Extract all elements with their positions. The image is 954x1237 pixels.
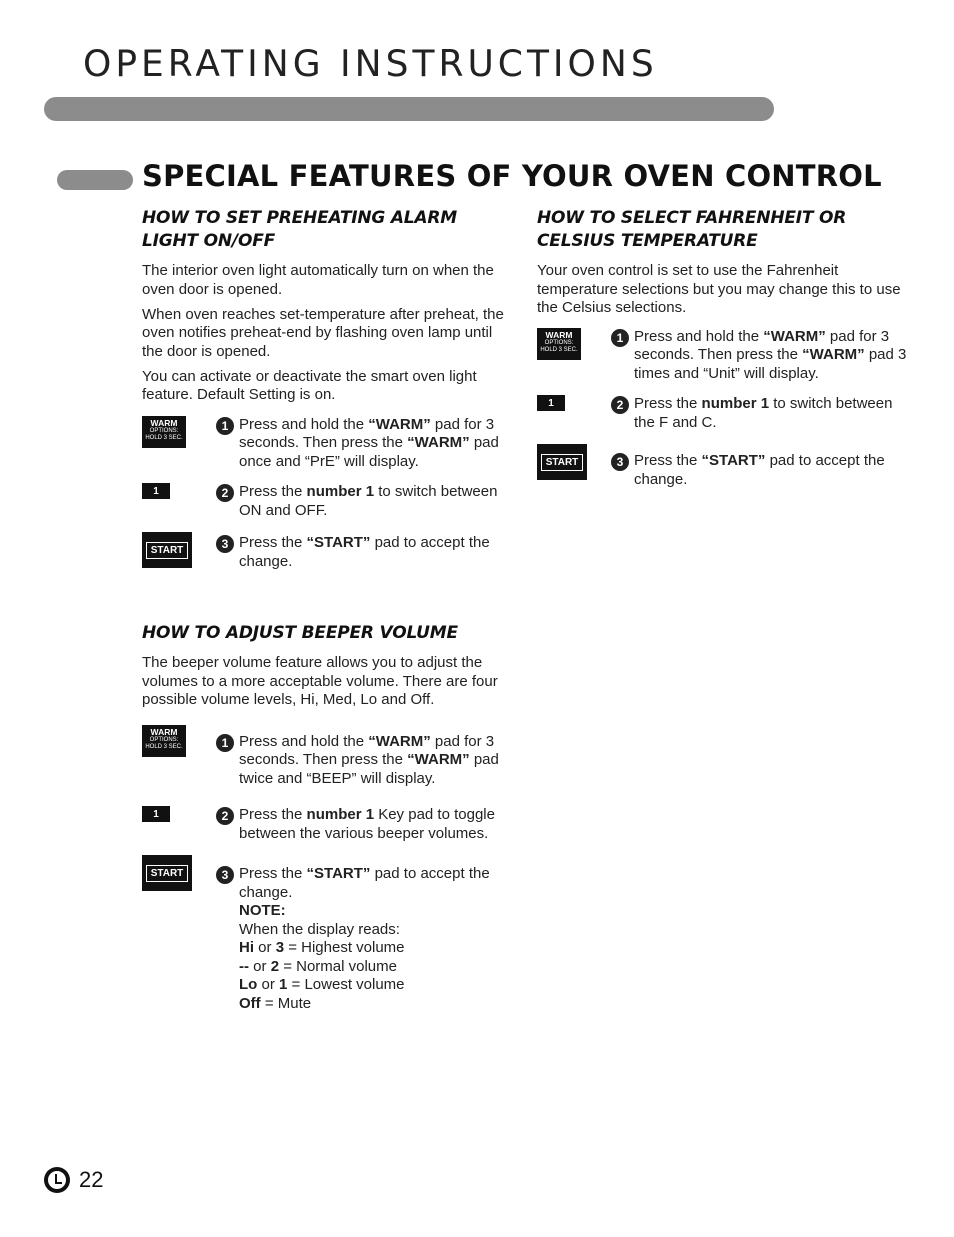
step-number: 2 — [216, 484, 234, 502]
header-title: OPERATING INSTRUCTIONS — [83, 43, 658, 86]
header-bar — [44, 97, 774, 121]
step-number: 3 — [216, 866, 234, 884]
step-text: Press the number 1 to switch between the F and C. — [634, 395, 893, 431]
step-number: 2 — [216, 807, 234, 825]
section-title: SPECIAL FEATURES OF YOUR OVEN CONTROL — [142, 159, 882, 193]
step-text: Press the “START” pad to accept the change. NOTE: When the display reads: Hi or 3 = Highest volume -- or 2 = Normal volume Lo or 1 = Lowest volume Off = Mute — [239, 865, 490, 1012]
temperature-heading: HOW TO SELECT FAHRENHEIT OR CELSIUS TEMPERATURE — [537, 208, 847, 251]
step-text: Press and hold the “WARM” pad for 3 seconds. Then press the “WARM” pad once and “PrE” will display. — [239, 415, 499, 470]
step-number: 2 — [611, 396, 629, 414]
step-text: Press the number 1 Key pad to toggle between the various beeper volumes. — [239, 806, 495, 842]
beeper-section — [142, 622, 517, 1013]
preheat-heading: HOW TO SET PREHEATING ALARM LIGHT ON/OFF — [142, 208, 457, 251]
step-text: Press the number 1 to switch between ON and OFF. — [239, 483, 498, 519]
preheat-para-3: You can activate or deactivate the smart oven light feature. Default Setting is on. — [142, 367, 477, 403]
start-key-icon: START — [142, 532, 192, 568]
beeper-heading: HOW TO ADJUST BEEPER VOLUME — [142, 623, 458, 643]
beeper-step-1 — [142, 725, 517, 789]
temperature-step-2 — [537, 395, 917, 432]
note-line-mute: Off = Mute — [239, 994, 312, 1012]
beeper-step-2 — [142, 806, 517, 843]
section-pill — [57, 170, 133, 190]
temperature-step-1 — [537, 328, 917, 384]
step-number: 1 — [216, 417, 234, 435]
note-label: NOTE: — [239, 902, 286, 919]
beeper-para: The beeper volume feature allows you to adjust the volumes to a more acceptable volume. There are four possible volume levels, Hi, Med, Lo and Off. — [142, 654, 498, 708]
start-key-icon: START — [537, 444, 587, 480]
note-intro: When the display reads: — [239, 920, 400, 938]
step-number: 3 — [216, 535, 234, 553]
note-line-normal: -- or 2 = Normal volume — [239, 957, 397, 975]
step-text: Press and hold the “WARM” pad for 3 seconds. Then press the “WARM” pad 3 times and “Unit” will display. — [634, 327, 907, 382]
number-1-key-icon: 1 — [142, 806, 170, 822]
beeper-step-3 — [142, 855, 517, 1013]
start-key-icon: START — [142, 855, 192, 891]
preheat-step-1 — [142, 416, 517, 472]
preheat-para-1: The interior oven light automatically turn on when the oven door is opened. — [142, 262, 494, 298]
note-line-high: Hi or 3 = Highest volume — [239, 939, 405, 956]
lg-logo-icon — [44, 1167, 70, 1193]
number-1-key-icon: 1 — [537, 395, 565, 411]
note-line-low: Lo or 1 = Lowest volume — [239, 976, 405, 993]
step-text: Press the “START” pad to accept the change. — [239, 534, 490, 570]
temperature-para: Your oven control is set to use the Fahrenheit temperature selections but you may change this to use the Celsius selections. — [537, 262, 901, 316]
preheat-para-2: When oven reaches set-temperature after preheat, the oven notifies preheat-end by flashing oven lamp until the door is opened. — [142, 305, 504, 360]
preheat-step-3 — [142, 532, 517, 571]
preheat-step-2 — [142, 483, 517, 520]
warm-key-icon: WARM OPTIONS: HOLD 3 SEC. — [537, 328, 581, 360]
warm-key-icon: WARM OPTIONS: HOLD 3 SEC. — [142, 725, 186, 757]
number-1-key-icon: 1 — [142, 483, 170, 499]
step-number: 1 — [611, 329, 629, 347]
page-number: 22 — [79, 1167, 104, 1192]
step-number: 1 — [216, 734, 234, 752]
step-number: 3 — [611, 453, 629, 471]
step-text: Press and hold the “WARM” pad for 3 seconds. Then press the “WARM” pad twice and “BEEP” will display. — [239, 732, 499, 787]
preheat-section — [142, 207, 517, 571]
warm-key-icon: WARM OPTIONS: HOLD 3 SEC. — [142, 416, 186, 448]
temperature-section — [537, 207, 917, 489]
step-text: Press the “START” pad to accept the change. — [634, 452, 885, 488]
temperature-step-3 — [537, 444, 917, 489]
